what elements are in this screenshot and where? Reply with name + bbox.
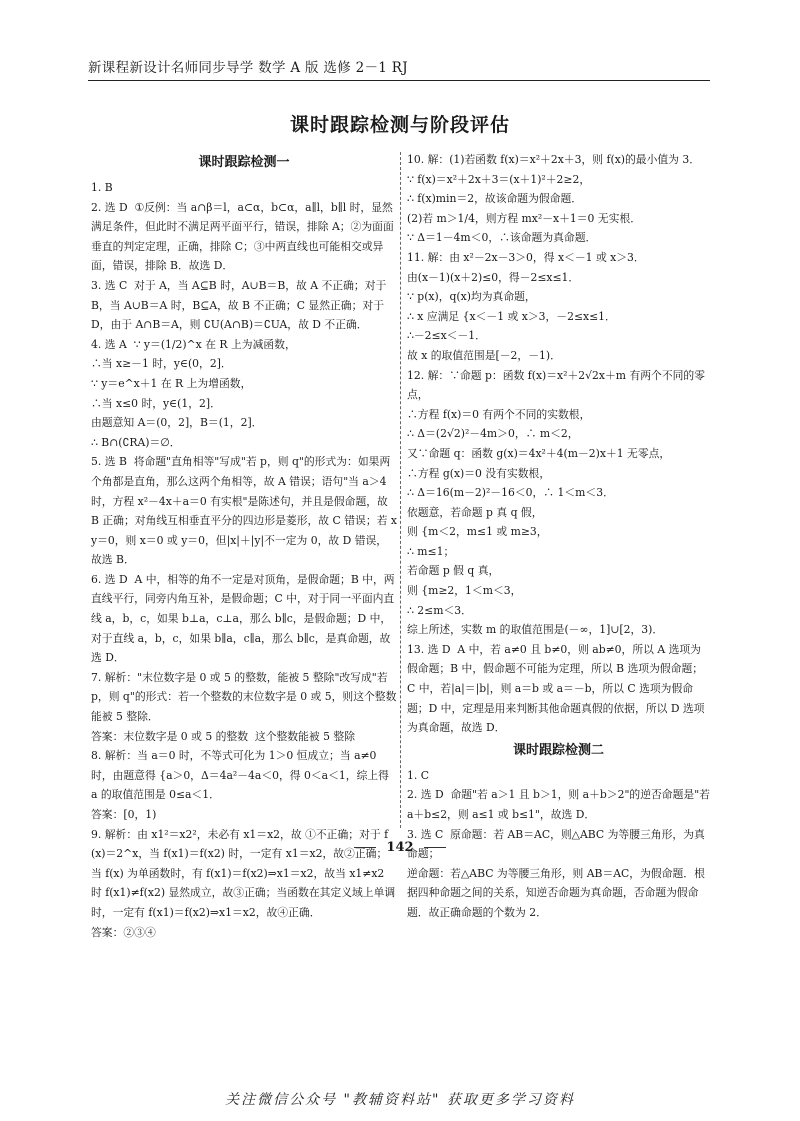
running-header: 新课程新设计名师同步导学 数学 A 版 选修 2－1 RJ: [88, 60, 408, 76]
text-line: ∴ Δ＝(2√2)²－4m＞0，∴ m＜2，: [407, 427, 579, 441]
right-column-body: [407, 150, 710, 738]
text-line: 4. 选 A ∵ y＝(1/2)^x 在 R 上为减函数，: [91, 337, 296, 351]
text-line: 2. 选 D ①反例：当 a∩β＝l，a⊂α，b⊂α，a∥l，b∥l 时，显然满足条件，但此时不满足两平面平行，错误，排除 A；②为面面垂直的判定定理，正确，排除 C；③中两直线也可能相交或异面，错误，排除 B．故选 D．: [91, 200, 394, 273]
text-line: 2. 选 D 命题"若 a＞1 且 b＞1，则 a＋b＞2"的逆否命题是"若 a＋b≤2，则 a≤1 或 b≤1"，故选 D．: [407, 788, 714, 821]
text-line: 8. 解析：当 a＝0 时，不等式可化为 1＞0 恒成立；当 a≠0 时，由题意得 {a＞0，Δ＝4a²－4a＜0，得 0＜a＜1，综上得 a 的取值范围是 0≤a＜1．: [91, 749, 393, 802]
text-line: ∴ B∩(∁RA)＝∅．: [91, 435, 181, 449]
text-line: ∴方程 f(x)＝0 有两个不同的实数根，: [407, 407, 591, 421]
text-line: 由(x－1)(x＋2)≤0，得－2≤x≤1．: [407, 270, 580, 284]
text-line: 答案：②③④: [91, 925, 156, 939]
text-line: 则 {m＜2，m≤1 或 m≥3，: [407, 525, 548, 539]
text-line: 9. 解析：由 x1²＝x2²，未必有 x1＝x2，故 ①不正确；对于 f(x)＝2^x，当 f(x1)＝f(x2) 时，一定有 x1＝x2，故②正确；当 f(x) 为单函数时，有 f(x1)＝f(x2)⇒x1＝x2，故当 x1≠x2 时 f(x1)≠f(x2) 显然成立，故③正确；当函数在其定义域上单调时，一定有 f(x1)＝f(x2)⇒x1＝x2，故④正确．: [91, 827, 396, 919]
left-column: [91, 150, 397, 942]
text-line: ∵ y＝e^x＋1 在 R 上为增函数，: [91, 376, 252, 390]
text-line: 故 x 的取值范围是[－2，－1)．: [407, 348, 561, 362]
text-line: 答案：[0，1): [91, 808, 157, 821]
text-line: 则 {m≥2，1＜m＜3，: [407, 584, 522, 598]
text-line: 6. 选 D A 中，相等的角不一定是对顶角，是假命题；B 中，两直线平行，同旁内角互补，是假命题；C 中，对于同一平面内直线 a，b，c，如果 b⊥a，c⊥a，那么 b∥c，是假命题；D 中，对于直线 a，b，c，如果 b∥a，c∥a，那么 b∥c，是真命题，故选 D．: [91, 572, 395, 665]
text-line: (2)若 m＞1/4，则方程 mx²－x＋1＝0 无实根．: [407, 211, 642, 225]
text-line: 综上所述，实数 m 的取值范围是(－∞，1]∪[2，3)．: [407, 623, 664, 637]
text-line: ∵ Δ＝1－4m＜0，∴该命题为真命题．: [407, 231, 597, 245]
text-line: ∴ 2≤m＜3．: [407, 603, 472, 617]
text-line: 1. B: [91, 181, 113, 194]
text-line: 11. 解：由 x²－2x－3＞0，得 x＜－1 或 x＞3．: [407, 250, 645, 264]
footer-note: 关注微信公众号 "教辅资料站" 获取更多学习资料: [225, 1092, 575, 1108]
text-line: 3. 选 C 原命题：若 AB＝AC，则△ABC 为等腰三角形，为真命题；: [407, 827, 705, 861]
text-line: ∴ x 应满足 {x＜－1 或 x＞3，－2≤x≤1．: [407, 309, 616, 323]
text-line: 若命题 p 假 q 真，: [407, 564, 500, 578]
text-line: 依题意，若命题 p 真 q 假，: [407, 505, 543, 519]
page-number-text: 142: [386, 840, 414, 855]
text-line: ∵ f(x)＝x²＋2x＋3＝(x＋1)²＋2≥2，: [407, 172, 591, 186]
header-rule: [88, 80, 710, 81]
text-line: 3. 选 C 对于 A，当 A⊆B 时，A∪B＝B，故 A 不正确；对于 B，当 A∪B＝A 时，B⊆A，故 B 不正确；C 显然正确；对于 D，由于 A∩B＝A，则 ∁U(A∩B)＝∁UA，故 D 不正确．: [91, 278, 390, 332]
text-line: 13. 选 D A 中，若 a≠0 且 b≠0，则 ab≠0，所以 A 选项为假命题；B 中，假命题不可能为定理，所以 B 选项为假命题；C 中，若|a|＝|b|，则 a＝b 或 a＝－b，所以 C 选项为假命题；D 中，定理是用来判断其他命题真假的依据，所以 D 选项为真命题，故选 D．: [407, 642, 705, 735]
text-line: ∵ p(x)，q(x)均为真命题，: [407, 290, 536, 304]
page-number-dash-left: [354, 847, 376, 848]
right-column: [407, 150, 714, 923]
text-line: ∴－2≤x＜－1．: [407, 329, 486, 343]
text-line: 5. 选 B 将命题"直角相等"写成"若 p，则 q"的形式为：如果两个角都是直角，那么这两个角相等，故 A 错误；语句"当 a＞4 时，方程 x²－4x＋a＝0 有实根"是陈述句，并且是假命题，故 B 正确；对角线互相垂直平分的四边形是菱形，故 C 错误；若 xy＝0，则 x＝0 或 y＝0，但|x|＋|y|不一定为 0，故 D 错误，故选 B．: [91, 455, 397, 567]
text-line: ∴当 x≥－1 时，y∈(0，2]．: [91, 357, 232, 371]
page-number-dash-right: [424, 847, 446, 848]
section-title-2: 课时跟踪检测二: [512, 742, 604, 758]
text-line: 逆命题：若△ABC 为等腰三角形，则 AB＝AC，为假命题．根据四种命题之间的关系，知逆否命题为真命题，否命题为假命题．故正确命题的个数为 2．: [407, 866, 705, 919]
left-column-body: [91, 178, 397, 942]
section-title-1: 课时跟踪检测一: [198, 155, 290, 170]
page-title: 课时跟踪检测与阶段评估: [289, 114, 510, 136]
text-line: ∴ f(x)min＝2，故该命题为假命题．: [407, 192, 583, 206]
text-line: 12. 解：∵命题 p：函数 f(x)＝x²＋2√2x＋m 有两个不同的零点，: [407, 368, 706, 402]
text-line: 7. 解析："末位数字是 0 或 5 的整数，能被 5 整除"改写成"若 p，则 q"的形式：若一个整数的末位数字是 0 或 5，则这个整数能被 5 整除．: [91, 670, 397, 724]
page-number: [0, 840, 800, 855]
column-divider: [400, 152, 401, 828]
text-line: ∴ Δ＝16(m－2)²－16＜0，∴ 1＜m＜3．: [407, 486, 614, 500]
text-line: 答案：末位数字是 0 或 5 的整数 这个整数能被 5 整除: [91, 729, 355, 743]
text-line: 1. C: [407, 768, 429, 782]
text-line: 由题意知 A＝(0，2]，B＝(1，2]．: [91, 416, 263, 430]
text-line: 10. 解：(1)若函数 f(x)＝x²＋2x＋3，则 f(x)的最小值为 3．: [407, 153, 701, 166]
text-line: ∴方程 g(x)＝0 没有实数根，: [407, 466, 551, 480]
text-line: ∴ m≤1；: [407, 544, 455, 558]
text-line: ∴当 x≤0 时，y∈(1，2]．: [91, 396, 221, 410]
text-line: 又∵命题 q：函数 g(x)＝4x²＋4(m－2)x＋1 无零点，: [407, 446, 671, 460]
